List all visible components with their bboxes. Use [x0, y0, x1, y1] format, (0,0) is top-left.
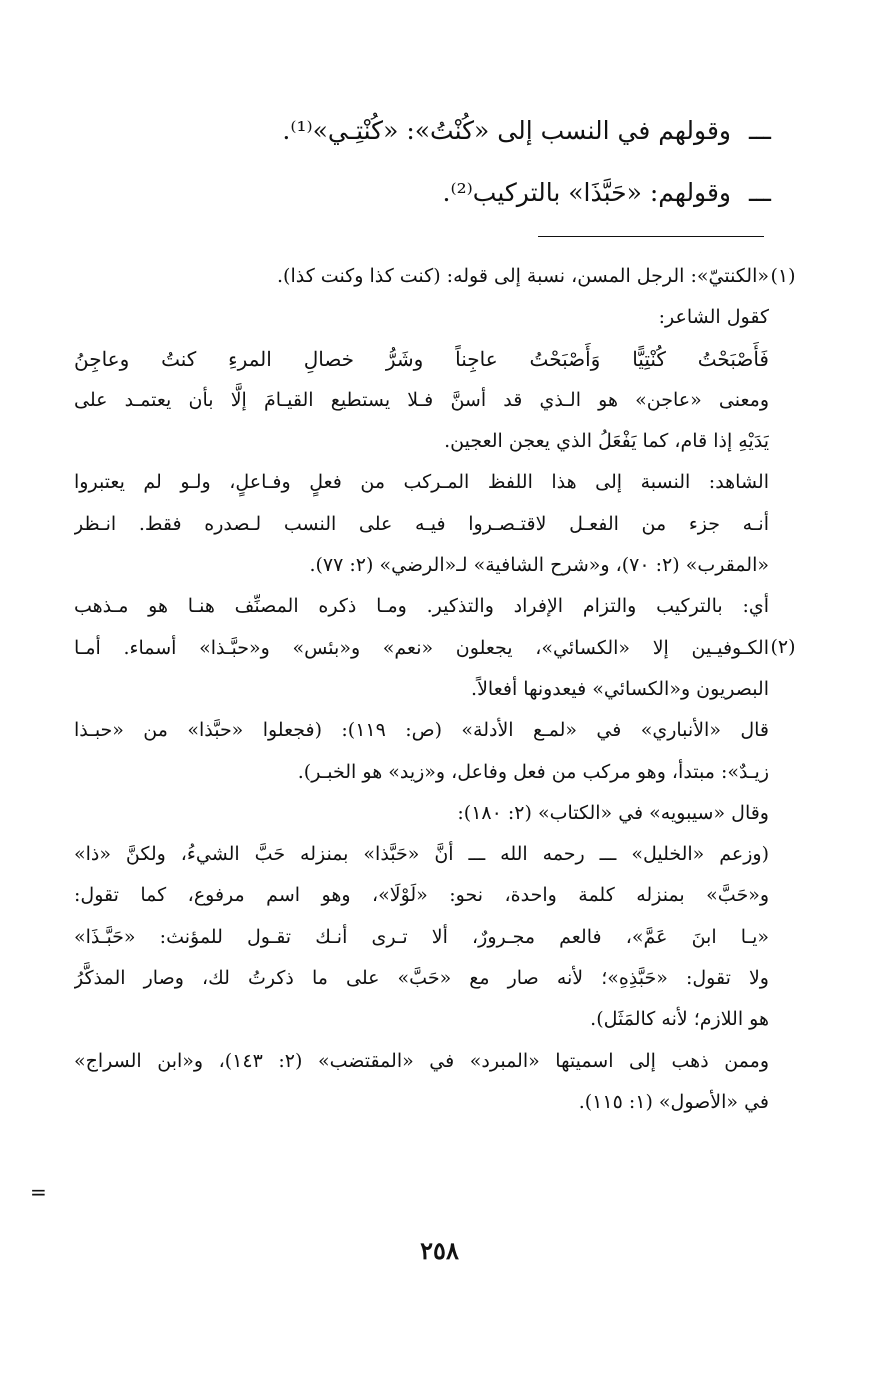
footnote-line: الشاهد: النسبة إلى هذا اللفظ المـركب من فعلٍ وفـاعلٍ، ولـو لم يعتبروا [74, 471, 769, 494]
footnote-separator [538, 236, 764, 237]
footnote-line: في «الأصول» (١: ١١٥). [578, 1090, 769, 1113]
footnote-number-1: (١) [770, 265, 796, 287]
footnote-line: يَدَيْهِ إذا قام، كما يَفْعَلُ الذي يعجن العجين. [444, 430, 769, 453]
footnote-line: «المقرب» (٢: ٧٠)، و«شرح الشافية» لـ«الرضي» (٢: ٧٧). [309, 554, 769, 577]
footnote-line: (وزعم «الخليل» ـــ رحمه الله ـــ أنَّ «حَبَّذا» بمنزله حَبَّ الشيءُ، ولكنَّ «ذا» [74, 843, 769, 866]
footnote-line: ولا تقول: «حَبَّذِهِ»؛ لأنه صار مع «حَبَّ» على ما ذكرتُ لك، وصار المذكَّرُ [74, 967, 769, 990]
main-line-text: وقولهم في النسب إلى «كُنْتُ»: «كُنْتِـي»⁽¹⁾. [282, 116, 731, 145]
footnote-line: «الكنتيّ»: الرجل المسن، نسبة إلى قوله: (كنت كذا وكنت كذا). [277, 265, 769, 287]
main-text [211, 100, 771, 224]
footnote-line: هو اللازم؛ لأنه كالمَثَل). [590, 1008, 769, 1031]
poetry-verse: فَأَصْبَحْتُ كُنْتِيًّا وَأَصْبَحْتُ عاجِناً وشَرُّ خصالِ المرءِ كنتُ وعاجِنُ [74, 346, 769, 371]
main-line-2 [211, 162, 771, 224]
main-line-1 [211, 100, 771, 162]
footnote-line: «يـا ابنَ عَمَّ»، فالعم مجـرورٌ، ألا تـرى أنـك تقـول للمؤنث: «حَبَّـذَا» [74, 925, 769, 948]
footnote-line: و«حَبَّ» بمنزله كلمة واحدة، نحو: «لَوْلَا»، وهو اسم مرفوع، كما تقول: [74, 884, 769, 907]
main-line-text: وقولهم: «حَبَّذَا» بالتركيب⁽²⁾. [442, 178, 731, 207]
continuation-mark: = [30, 1180, 47, 1204]
page-number: ٢٥٨ [420, 1236, 459, 1265]
footnote-line: زيـدٌ»: مبتدأ، وهو مركب من فعل وفاعل، و«زيد» هو الخبـر). [297, 760, 769, 783]
footnote-line: ومعنى «عاجن» هو الـذي قد أسنَّ فـلا يستطيع القيـامَ إلَّا بأن يعتمـد على [74, 388, 769, 411]
footnote-line: وممن ذهب إلى اسميتها «المبرد» في «المقتضب» (٢: ١٤٣)، و«ابن السراج» [74, 1049, 769, 1072]
dash-marker: ـــ [749, 178, 771, 207]
footnote-line: البصريون و«الكسائي» فيعدونها أفعالاً. [471, 677, 769, 700]
footnote-line: قال «الأنباري» في «لمـع الأدلة» (ص: ١١٩): (فجعلوا «حبَّذا» من «حبـذا [74, 719, 769, 742]
footnote-line: الكـوفيـين إلا «الكسائي»، يجعلون «نعم» و«بئس» و«حبَّـذا» أسماء. أمـا [74, 636, 769, 659]
footnote-line: كقول الشاعر: [658, 306, 769, 329]
footnotes [74, 256, 769, 1123]
footnote-number-2: (٢) [770, 635, 796, 658]
footnote-line: وقال «سيبويه» في «الكتاب» (٢: ١٨٠): [457, 801, 769, 824]
dash-marker: ـــ [749, 116, 771, 145]
footnote-line: أنـه جزء من الفعـل لاقتـصـروا فيـه على النسب لـصدره فقط. انـظر [74, 512, 769, 535]
footnote-line: أي: بالتركيب والتزام الإفراد والتذكير. ومـا ذكره المصنِّف هنـا هو مـذهب [74, 595, 769, 618]
